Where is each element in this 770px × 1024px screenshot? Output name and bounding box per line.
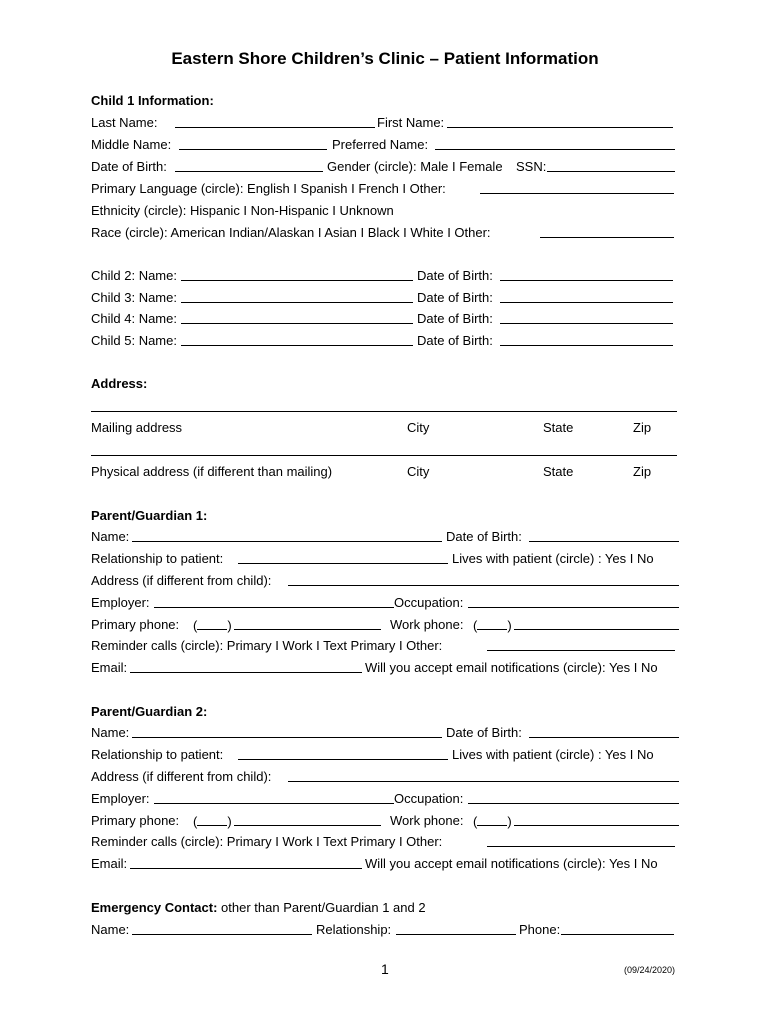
parent1-email-row: Email: Will you accept email notifications (circle): Yes I No [91, 660, 658, 675]
race-other-field[interactable] [540, 223, 674, 238]
parent1-primary-phone-field[interactable] [234, 615, 381, 630]
emergency-heading: Emergency Contact: other than Parent/Guardian 1 and 2 [91, 900, 426, 915]
language-label: Primary Language (circle): English I Spanish I French I Other: [91, 181, 446, 196]
mailing-labels-row [91, 418, 681, 438]
language-other-field[interactable] [480, 179, 674, 194]
revision-date: (09/24/2020) [624, 965, 676, 975]
parent2-reminder-row: Reminder calls (circle): Primary I Work I Text Primary I Other: [91, 832, 681, 852]
parent2-name-row: Name: Date of Birth: [91, 723, 681, 743]
child-dob-field[interactable] [500, 309, 673, 324]
parent2-email-field[interactable] [130, 854, 362, 869]
parent2-relationship-field[interactable] [238, 745, 448, 760]
parent2-reminder-other-field[interactable] [487, 832, 675, 847]
city-label: City [407, 420, 430, 435]
child-name-field[interactable] [181, 288, 413, 303]
child-dob-field[interactable] [500, 266, 673, 281]
parent1-employer-row: Employer: Occupation: [91, 593, 681, 613]
emergency-relationship-field[interactable] [396, 920, 516, 935]
zip-label: Zip [633, 464, 652, 479]
parent2-relationship-row: Relationship to patient: Lives with patient (circle) : Yes I No [91, 745, 681, 765]
parent1-lives-with: Lives with patient (circle) : Yes I No [452, 551, 654, 566]
parent1-phone-row: Primary phone: ( ) Work phone: ( ) [91, 615, 681, 635]
mailing-address-line[interactable] [91, 411, 677, 412]
mailing-address-label: Mailing address [91, 420, 183, 435]
parent2-lives-with: Lives with patient (circle) : Yes I No [452, 747, 654, 762]
parent2-phone-row: Primary phone: ( ) Work phone: ( ) [91, 811, 681, 831]
parent1-address-field[interactable] [288, 571, 679, 586]
state-label: State [543, 420, 574, 435]
parent1-name-row: Name: Date of Birth: [91, 527, 681, 547]
middle-name-field[interactable] [179, 135, 327, 150]
dob-field[interactable] [175, 157, 323, 172]
parent2-primary-phone-field[interactable] [234, 811, 381, 826]
parent1-email-field[interactable] [130, 658, 362, 673]
parent1-heading: Parent/Guardian 1: [91, 508, 208, 523]
child1-heading: Child 1 Information: [91, 93, 214, 108]
parent1-relationship-row: Relationship to patient: Lives with patient (circle) : Yes I No [91, 549, 681, 569]
parent1-employer-field[interactable] [154, 593, 394, 608]
parent2-name-field[interactable] [132, 723, 442, 738]
emergency-phone-field[interactable] [561, 920, 674, 935]
parent1-occupation-field[interactable] [468, 593, 679, 608]
child-name-field[interactable] [181, 266, 413, 281]
child1-language-row [91, 179, 681, 199]
first-name-field[interactable] [447, 113, 673, 128]
race-label: Race (circle): American Indian/Alaskan I Asian I Black I White I Other: [91, 225, 491, 240]
child-dob-field[interactable] [500, 331, 673, 346]
ssn-field[interactable] [547, 157, 675, 172]
parent2-heading: Parent/Guardian 2: [91, 704, 208, 719]
city-label: City [407, 464, 430, 479]
physical-address-line[interactable] [91, 455, 677, 456]
parent2-dob-field[interactable] [529, 723, 679, 738]
child1-race-row [91, 223, 681, 243]
parent1-work-phone-field[interactable] [514, 615, 679, 630]
gender-label: Gender (circle): Male I Female [327, 159, 503, 174]
parent2-address-field[interactable] [288, 767, 679, 782]
emergency-name-field[interactable] [132, 920, 312, 935]
parent1-name-field[interactable] [132, 527, 442, 542]
child-row: Child 5: Name: Date of Birth: [91, 331, 681, 351]
child1-middle-row [91, 135, 681, 155]
child-row: Child 2: Name: Date of Birth: [91, 266, 681, 286]
parent2-work-phone-field[interactable] [514, 811, 679, 826]
page-number: 1 [381, 961, 389, 977]
middle-name-label: Middle Name: [91, 137, 172, 152]
parent2-occupation-field[interactable] [468, 789, 679, 804]
first-name-label: First Name: [377, 115, 445, 130]
physical-labels-row [91, 462, 681, 482]
parent1-reminder-row: Reminder calls (circle): Primary I Work I Text Primary I Other: [91, 636, 681, 656]
state-label: State [543, 464, 574, 479]
last-name-field[interactable] [175, 113, 375, 128]
address-heading: Address: [91, 376, 148, 391]
ethnicity-label: Ethnicity (circle): Hispanic I Non-Hispanic I Unknown [91, 203, 394, 218]
child-name-field[interactable] [181, 331, 413, 346]
child1-ethnicity-row [91, 201, 681, 221]
parent2-employer-field[interactable] [154, 789, 394, 804]
physical-address-label: Physical address (if different than mailing) [91, 464, 333, 479]
last-name-label: Last Name: [91, 115, 158, 130]
parent1-address-row: Address (if different from child): [91, 571, 681, 591]
child-name-field[interactable] [181, 309, 413, 324]
parent2-employer-row: Employer: Occupation: [91, 789, 681, 809]
parent1-reminder-other-field[interactable] [487, 636, 675, 651]
preferred-name-field[interactable] [435, 135, 675, 150]
parent1-dob-field[interactable] [529, 527, 679, 542]
child-row: Child 3: Name: Date of Birth: [91, 288, 681, 308]
child-row: Child 4: Name: Date of Birth: [91, 309, 681, 329]
parent2-email-row: Email: Will you accept email notifications (circle): Yes I No [91, 856, 658, 871]
zip-label: Zip [633, 420, 652, 435]
child1-dob-row [91, 157, 681, 177]
parent2-address-row: Address (if different from child): [91, 767, 681, 787]
preferred-name-label: Preferred Name: [332, 137, 429, 152]
dob-label: Date of Birth: [91, 159, 167, 174]
page-title: Eastern Shore Children’s Clinic – Patient Information [171, 49, 599, 68]
emergency-row: Name: Relationship: Phone: [91, 920, 681, 940]
child1-name-row [91, 113, 681, 133]
child-dob-field[interactable] [500, 288, 673, 303]
ssn-label: SSN: [516, 159, 547, 174]
parent1-relationship-field[interactable] [238, 549, 448, 564]
